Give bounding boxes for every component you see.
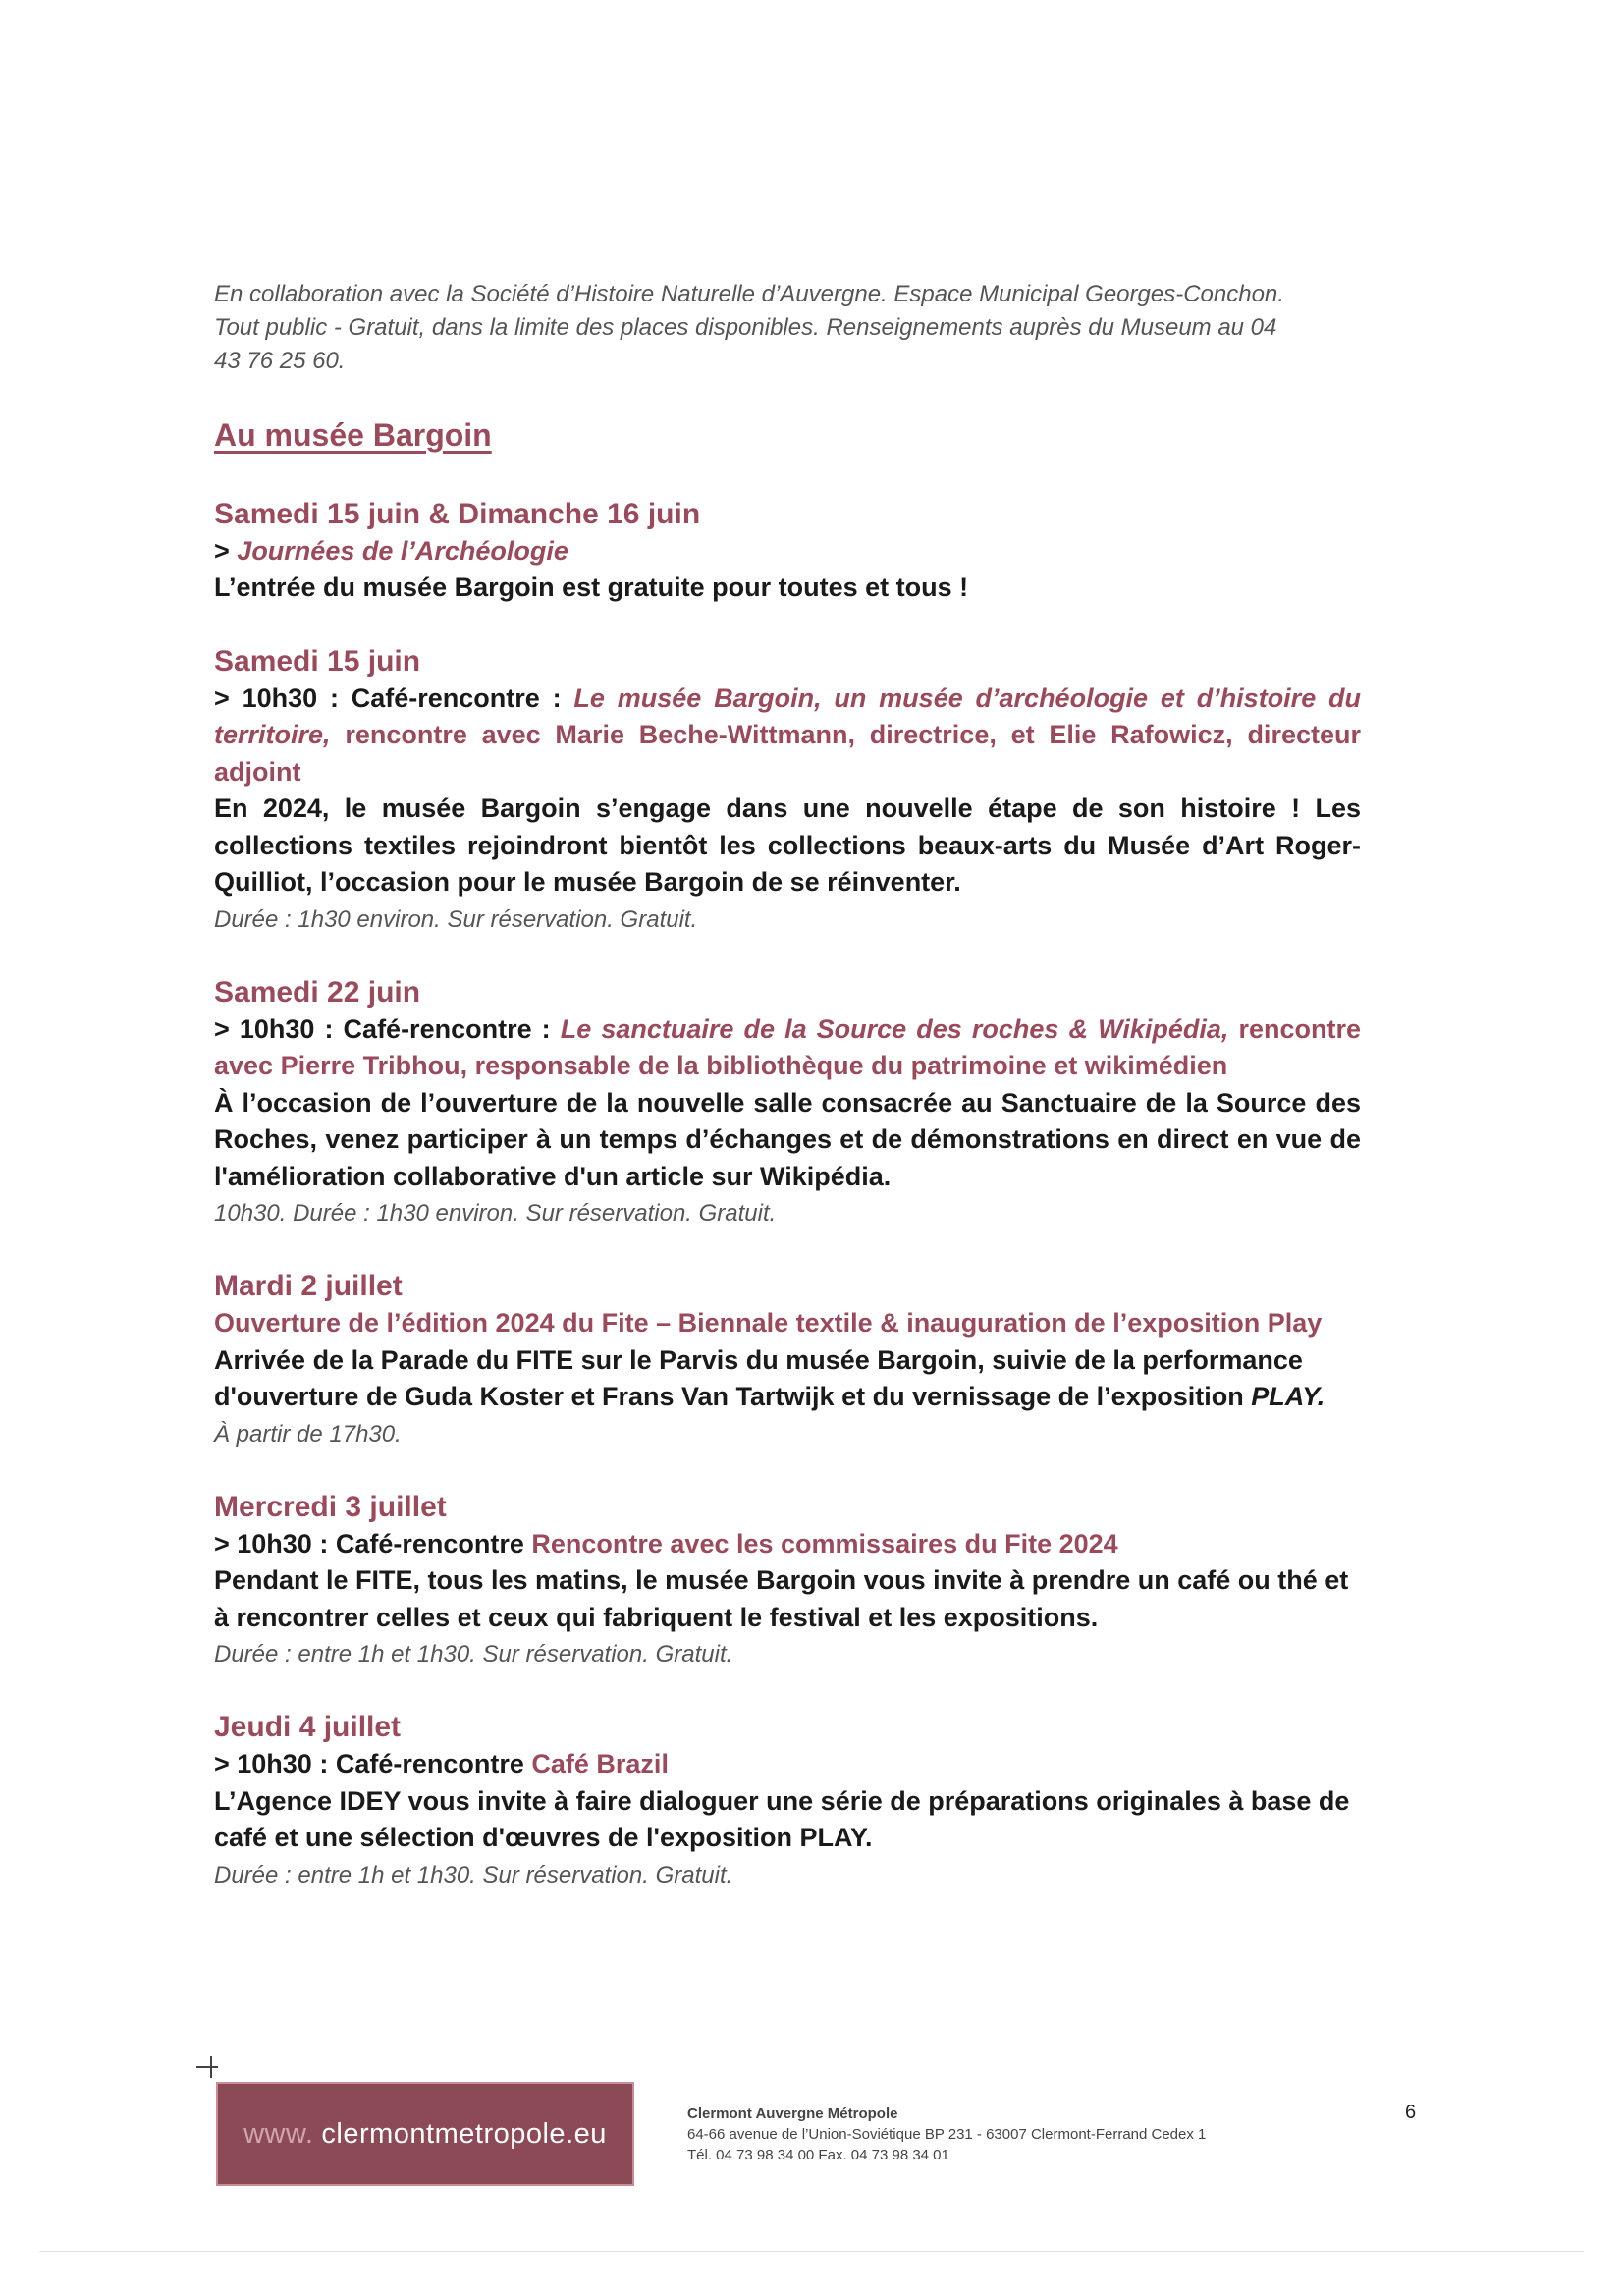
- event-prefix: > 10h30 : Café-rencontre: [214, 1528, 524, 1558]
- event-item: [214, 1709, 1361, 1893]
- section-title: Au musée Bargoin: [214, 417, 492, 453]
- event-body-italic: PLAY.: [1251, 1382, 1325, 1411]
- scan-divider: [39, 2251, 1584, 2252]
- event-prefix: >: [214, 535, 230, 566]
- event-body: Arrivée de la Parade du FITE sur le Parvis du musée Bargoin, suivie de la performance d'ouverture de Guda Koster et Frans Van Tartwijk et du vernissage de l’exposition: [214, 1344, 1303, 1411]
- event-item: [214, 974, 1361, 1232]
- event-item: [214, 1268, 1361, 1452]
- event-note: À partir de 17h30.: [214, 1420, 402, 1448]
- crop-mark-icon: [196, 2056, 218, 2078]
- intro-line: 43 76 25 60.: [214, 348, 346, 374]
- page-content: [214, 278, 1361, 1930]
- event-prefix: > 10h30 : Café-rencontre :: [214, 1013, 551, 1044]
- event-note: Durée : entre 1h et 1h30. Sur réservation. Gratuit.: [214, 1861, 733, 1888]
- event-title-italic: Le sanctuaire de la Source des roches & Wikipédia,: [560, 1013, 1229, 1044]
- event-subtitle: Journées de l’Archéologie: [237, 535, 568, 566]
- event-date: Samedi 22 juin: [214, 975, 421, 1009]
- footer-contact: Tél. 04 73 98 34 00 Fax. 04 73 98 34 01: [687, 2147, 949, 2163]
- intro-line: En collaboration avec la Société d’Histoire Naturelle d’Auvergne. Espace Municipal Georges-Conchon.: [214, 281, 1284, 307]
- footer-org: Clermont Auvergne Métropole: [687, 2105, 898, 2122]
- footer-address: 64-66 avenue de l’Union-Soviétique BP 231 - 63007 Clermont-Ferrand Cedex 1: [687, 2126, 1207, 2143]
- event-item: [214, 643, 1361, 938]
- event-note: Durée : entre 1h et 1h30. Sur réservation. Gratuit.: [214, 1641, 733, 1667]
- page-number: 6: [1405, 2102, 1417, 2123]
- event-note: 10h30. Durée : 1h30 environ. Sur réservation. Gratuit.: [214, 1200, 777, 1227]
- banner-domain: clermontmetropole.eu: [321, 2117, 607, 2150]
- event-body: À l’occasion de l’ouverture de la nouvelle salle consacrée au Sanctuaire de la Source des Roches, venez participer à un temps d’échanges et de démonstrations en direct en vue de l'amélioration collaborative d'un article sur Wikipédia.: [214, 1087, 1361, 1191]
- event-prefix: > 10h30 : Café-rencontre :: [214, 683, 562, 713]
- event-date: Samedi 15 juin & Dimanche 16 juin: [214, 497, 701, 530]
- event-item: [214, 496, 1361, 607]
- event-body: L’Agence IDEY vous invite à faire dialoguer une série de préparations originales à base de café et une sélection d'œuvres de l'exposition PLAY.: [214, 1785, 1350, 1852]
- website-banner[interactable]: [216, 2082, 634, 2186]
- event-prefix: > 10h30 : Café-rencontre: [214, 1749, 524, 1778]
- event-title: Rencontre avec les commissaires du Fite 2024: [531, 1528, 1118, 1558]
- event-date: Mercredi 3 juillet: [214, 1490, 447, 1523]
- event-title: rencontre avec Pierre Tribhou, responsable de la bibliothèque du patrimoine et wikimédien: [214, 1013, 1361, 1080]
- event-date: Jeudi 4 juillet: [214, 1711, 402, 1743]
- event-title: rencontre avec Marie Beche-Wittmann, directrice, et Elie Rafowicz, directeur adjoint: [214, 720, 1361, 787]
- event-item: [214, 1489, 1361, 1673]
- event-date: Samedi 15 juin: [214, 644, 421, 678]
- event-title-italic: Le musée Bargoin, un musée d’archéologie et d’histoire du territoire,: [214, 683, 1361, 749]
- event-body: Pendant le FITE, tous les matins, le musée Bargoin vous invite à prendre un café ou thé et à rencontrer celles et ceux qui fabriquent le festival et les expositions.: [214, 1565, 1349, 1632]
- event-body: L’entrée du musée Bargoin est gratuite pour toutes et tous !: [214, 573, 969, 602]
- banner-www: www.: [243, 2117, 314, 2150]
- event-subtitle: Ouverture de l’édition 2024 du Fite – Biennale textile & inauguration de l’exposition Play: [214, 1308, 1323, 1338]
- intro-line: Tout public - Gratuit, dans la limite des places disponibles. Renseignements auprès du Museum au 04: [214, 314, 1277, 341]
- event-title: Café Brazil: [531, 1749, 669, 1778]
- event-note: Durée : 1h30 environ. Sur réservation. Gratuit.: [214, 905, 698, 933]
- intro-paragraph: [214, 278, 1361, 378]
- event-date: Mardi 2 juillet: [214, 1270, 403, 1302]
- footer-address-block: [687, 2104, 1206, 2165]
- event-body: En 2024, le musée Bargoin s’engage dans une nouvelle étape de son histoire ! Les collections textiles rejoindront bientôt les collections beaux-arts du Musée d’Art Roger-Quilliot, l’occasion pour le musée Bargoin de se réinventer.: [214, 793, 1361, 897]
